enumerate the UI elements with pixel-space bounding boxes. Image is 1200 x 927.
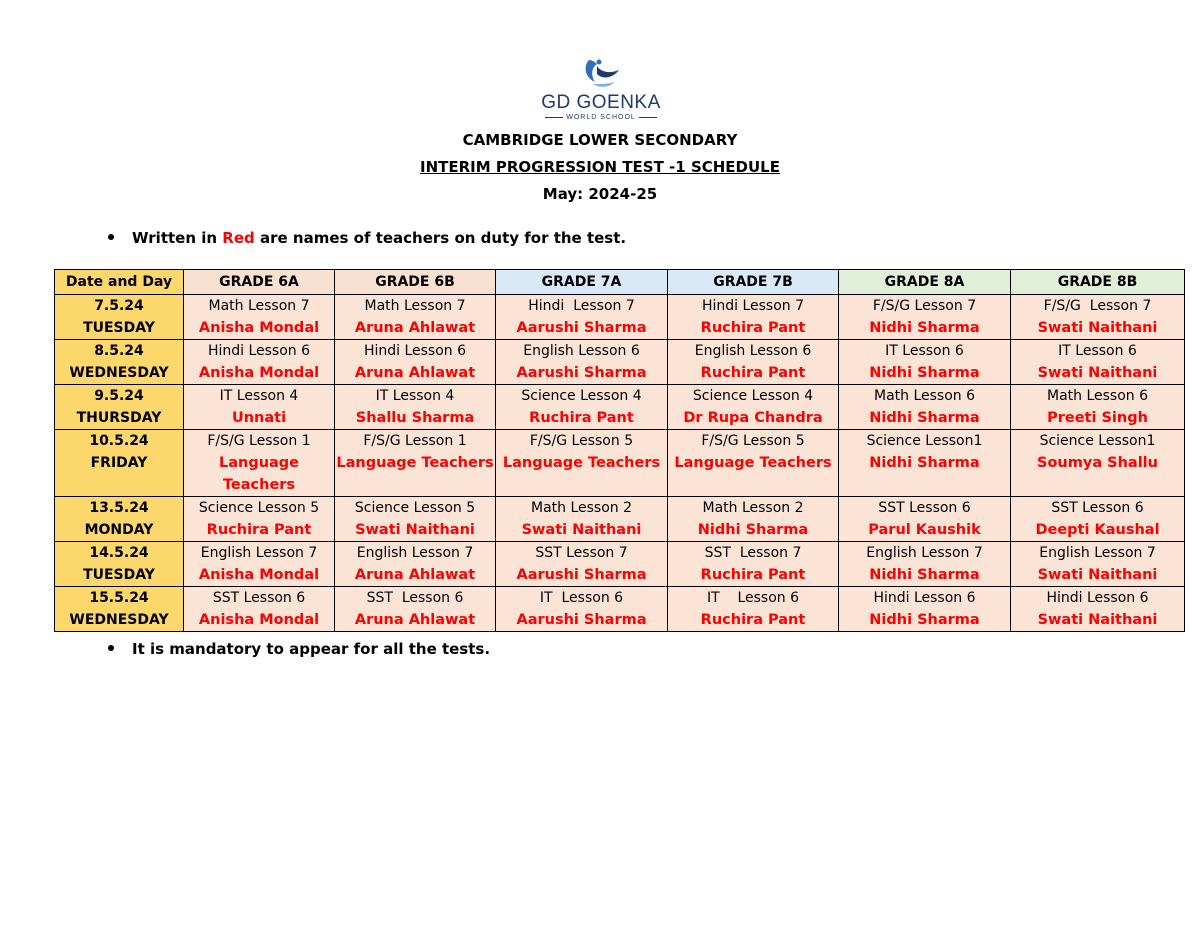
schedule-cell: [184, 340, 335, 385]
subject-lesson: Science Lesson 4: [521, 388, 642, 404]
subject-lesson: English Lesson 7: [356, 545, 474, 561]
duty-teacher: Ruchira Pant: [206, 522, 312, 538]
subject-lesson: English Lesson 7: [866, 545, 983, 561]
table-row: [55, 542, 1185, 587]
schedule-cell: [839, 295, 1011, 340]
test-date: 15.5.24: [89, 590, 149, 606]
date-day-cell: [55, 385, 184, 430]
subject-lesson: Math Lesson 7: [364, 298, 466, 314]
duty-teacher: Aruna Ahlawat: [354, 612, 476, 628]
schedule-cell: [839, 542, 1011, 587]
schedule-cell: [335, 340, 496, 385]
duty-teacher: Anisha Mondal: [198, 567, 320, 583]
duty-teacher: Ruchira Pant: [700, 365, 806, 381]
schedule-cell: [496, 542, 668, 587]
subject-lesson: SST Lesson 6: [366, 590, 464, 606]
subject-lesson: SST Lesson 7: [535, 545, 628, 561]
schedule-cell: [668, 385, 839, 430]
date-day-cell: [55, 295, 184, 340]
schedule-cell: [668, 542, 839, 587]
schedule-cell: [496, 587, 668, 632]
schedule-table: [54, 269, 1185, 632]
schedule-cell: [335, 587, 496, 632]
schedule-cell: [1011, 542, 1185, 587]
table-row: [55, 587, 1185, 632]
subject-lesson: Science Lesson1: [1039, 433, 1156, 449]
header-grade-6a: GRADE 6A: [184, 270, 335, 295]
schedule-cell: [839, 340, 1011, 385]
date-day-cell: [55, 497, 184, 542]
schedule-cell: [1011, 340, 1185, 385]
schedule-cell: [839, 587, 1011, 632]
schedule-cell: [335, 497, 496, 542]
duty-teacher: Aarushi Sharma: [516, 612, 647, 628]
subject-lesson: English Lesson 6: [694, 343, 812, 359]
subject-lesson: F/S/G Lesson 7: [872, 298, 977, 314]
schedule-cell: [184, 295, 335, 340]
subject-lesson: Hindi Lesson 7: [701, 298, 805, 314]
subject-lesson: F/S/G Lesson 1: [207, 433, 311, 449]
subject-lesson: Hindi Lesson 6: [1046, 590, 1149, 606]
duty-teacher: Ruchira Pant: [700, 612, 806, 628]
duty-teacher: Nidhi Sharma: [869, 410, 980, 426]
schedule-cell: [496, 497, 668, 542]
duty-teacher: Anisha Mondal: [198, 365, 320, 381]
duty-teacher: Deepti Kaushal: [1035, 522, 1160, 538]
duty-teacher: Swati Naithani: [1037, 365, 1158, 381]
duty-teacher: Swati Naithani: [521, 522, 642, 538]
test-date: 10.5.24: [89, 433, 149, 449]
subject-lesson: IT Lesson 4: [375, 388, 455, 404]
subject-lesson: Math Lesson 2: [702, 500, 804, 516]
schedule-cell: [668, 340, 839, 385]
note-text-after: are names of teachers on duty for the test.: [254, 229, 627, 247]
note-mandatory: [108, 640, 490, 658]
duty-teacher: Nidhi Sharma: [869, 455, 980, 471]
duty-teacher: Swati Naithani: [355, 522, 475, 538]
duty-teacher: Shallu Sharma: [355, 410, 475, 426]
schedule-cell: [496, 340, 668, 385]
subject-lesson: IT Lesson 6: [539, 590, 624, 606]
subject-lesson: Math Lesson 2: [530, 500, 633, 516]
schedule-cell: [1011, 497, 1185, 542]
footer-note-text: It is mandatory to appear for all the tests.: [132, 640, 491, 658]
test-day: WEDNESDAY: [69, 365, 169, 381]
schedule-cell: [1011, 385, 1185, 430]
duty-teacher: Nidhi Sharma: [869, 365, 980, 381]
header-grade-6b: GRADE 6B: [335, 270, 496, 295]
header-grade-7a: GRADE 7A: [496, 270, 668, 295]
duty-teacher: Language Teachers: [502, 455, 661, 471]
duty-teacher: Soumya Shallu: [1037, 455, 1158, 471]
duty-teacher: Language Teachers: [336, 455, 494, 471]
subject-lesson: Science Lesson1: [866, 433, 983, 449]
date-day-cell: [55, 340, 184, 385]
subject-lesson: SST Lesson 6: [1051, 500, 1144, 516]
schedule-cell: [184, 587, 335, 632]
duty-teacher: Swati Naithani: [1037, 612, 1158, 628]
date-day-cell: [55, 587, 184, 632]
schedule-cell: [496, 385, 668, 430]
subject-lesson: SST Lesson 7: [704, 545, 802, 561]
schedule-cell: [1011, 587, 1185, 632]
schedule-cell: [184, 385, 335, 430]
subject-lesson: Math Lesson 6: [873, 388, 976, 404]
schedule-cell: [335, 542, 496, 587]
subject-lesson: English Lesson 6: [523, 343, 640, 359]
bird-emblem-icon: [579, 56, 623, 92]
subject-lesson: Hindi Lesson 6: [363, 343, 467, 359]
duty-teacher: Parul Kaushik: [868, 522, 981, 538]
subject-lesson: Science Lesson 5: [354, 500, 476, 516]
duty-teacher: Language Teachers: [674, 455, 832, 471]
subject-lesson: SST Lesson 6: [878, 500, 971, 516]
school-logo: [540, 56, 662, 122]
date-day-cell: [55, 542, 184, 587]
duty-teacher: Ruchira Pant: [700, 320, 806, 336]
schedule-cell: [496, 295, 668, 340]
subject-lesson: Hindi Lesson 6: [207, 343, 311, 359]
duty-teacher: Swati Naithani: [1037, 320, 1158, 336]
header-date-day: Date and Day: [55, 270, 184, 295]
subject-lesson: English Lesson 7: [200, 545, 318, 561]
duty-teacher: Swati Naithani: [1037, 567, 1158, 583]
schedule-cell: [1011, 430, 1185, 497]
duty-teacher: Aruna Ahlawat: [354, 567, 476, 583]
subject-lesson: F/S/G Lesson 7: [1043, 298, 1152, 314]
duty-teacher: Dr Rupa Chandra: [683, 410, 823, 426]
table-header-row: [55, 270, 1185, 295]
header-grade-8b: GRADE 8B: [1011, 270, 1185, 295]
logo-tagline: WORLD SCHOOL: [566, 114, 636, 121]
heading-session: May: 2024-25: [542, 185, 658, 203]
duty-teacher: Unnati: [231, 410, 287, 426]
table-row: [55, 340, 1185, 385]
header-grade-7b: GRADE 7B: [668, 270, 839, 295]
table-row: [55, 295, 1185, 340]
test-day: MONDAY: [84, 522, 154, 538]
schedule-cell: [184, 497, 335, 542]
test-date: 9.5.24: [94, 388, 144, 404]
duty-teacher: Nidhi Sharma: [869, 320, 980, 336]
test-day: TUESDAY: [83, 567, 155, 583]
test-day: TUESDAY: [83, 320, 155, 336]
date-day-cell: [55, 430, 184, 497]
subject-lesson: English Lesson 7: [1039, 545, 1156, 561]
subject-lesson: F/S/G Lesson 5: [529, 433, 634, 449]
note-text-before: Written in: [132, 229, 223, 247]
schedule-cell: [335, 385, 496, 430]
schedule-cell: [1011, 295, 1185, 340]
duty-teacher: Aarushi Sharma: [516, 365, 647, 381]
logo-rule-right: [639, 117, 657, 118]
duty-teacher: Ruchira Pant: [529, 410, 634, 426]
test-date: 14.5.24: [89, 545, 149, 561]
test-day: THURSDAY: [76, 410, 162, 426]
test-date: 13.5.24: [89, 500, 149, 516]
duty-teacher: Nidhi Sharma: [697, 522, 809, 538]
subject-lesson: Math Lesson 6: [1046, 388, 1149, 404]
test-date: 8.5.24: [94, 343, 144, 359]
test-day: FRIDAY: [90, 455, 148, 471]
duty-teacher: Ruchira Pant: [700, 567, 806, 583]
subject-lesson: F/S/G Lesson 5: [701, 433, 805, 449]
heading-programme: CAMBRIDGE LOWER SECONDARY: [462, 131, 738, 149]
test-date: 7.5.24: [94, 298, 144, 314]
heading-schedule: INTERIM PROGRESSION TEST -1 SCHEDULE: [419, 158, 780, 176]
schedule-cell: [839, 385, 1011, 430]
logo-name: GD GOENKA: [541, 92, 661, 113]
duty-teacher: Aarushi Sharma: [516, 320, 647, 336]
subject-lesson: Hindi Lesson 7: [528, 298, 635, 314]
duty-teacher: Nidhi Sharma: [869, 612, 980, 628]
subject-lesson: Hindi Lesson 6: [873, 590, 976, 606]
subject-lesson: Math Lesson 7: [208, 298, 310, 314]
duty-teacher: Aruna Ahlawat: [354, 365, 476, 381]
bullet-icon: [108, 645, 114, 651]
table-row: [55, 430, 1185, 497]
schedule-cell: [839, 497, 1011, 542]
duty-teacher: Language Teachers: [218, 455, 300, 493]
subject-lesson: IT Lesson 4: [219, 388, 299, 404]
subject-lesson: Science Lesson 4: [692, 388, 814, 404]
schedule-cell: [668, 430, 839, 497]
schedule-cell: [668, 587, 839, 632]
subject-lesson: IT Lesson 6: [706, 590, 800, 606]
header-grade-8a: GRADE 8A: [839, 270, 1011, 295]
schedule-cell: [335, 295, 496, 340]
schedule-cell: [335, 430, 496, 497]
schedule-cell: [668, 497, 839, 542]
duty-teacher: Anisha Mondal: [198, 612, 320, 628]
schedule-cell: [496, 430, 668, 497]
logo-tagline-row: [540, 113, 662, 122]
duty-teacher: Aruna Ahlawat: [354, 320, 476, 336]
schedule-cell: [839, 430, 1011, 497]
table-row: [55, 385, 1185, 430]
subject-lesson: IT Lesson 6: [885, 343, 964, 359]
schedule-cell: [668, 295, 839, 340]
subject-lesson: IT Lesson 6: [1058, 343, 1137, 359]
note-red-word: Red: [222, 229, 255, 247]
subject-lesson: SST Lesson 6: [212, 590, 306, 606]
note-duty-teachers: [108, 229, 626, 247]
schedule-cell: [184, 430, 335, 497]
subject-lesson: Science Lesson 5: [198, 500, 320, 516]
schedule-cell: [184, 542, 335, 587]
table-row: [55, 497, 1185, 542]
duty-teacher: Nidhi Sharma: [869, 567, 980, 583]
duty-teacher: Preeti Singh: [1047, 410, 1148, 426]
duty-teacher: Anisha Mondal: [198, 320, 320, 336]
duty-teacher: Aarushi Sharma: [516, 567, 647, 583]
test-day: WEDNESDAY: [69, 612, 169, 628]
logo-rule-left: [545, 117, 563, 118]
subject-lesson: F/S/G Lesson 1: [363, 433, 467, 449]
bullet-icon: [108, 234, 114, 240]
